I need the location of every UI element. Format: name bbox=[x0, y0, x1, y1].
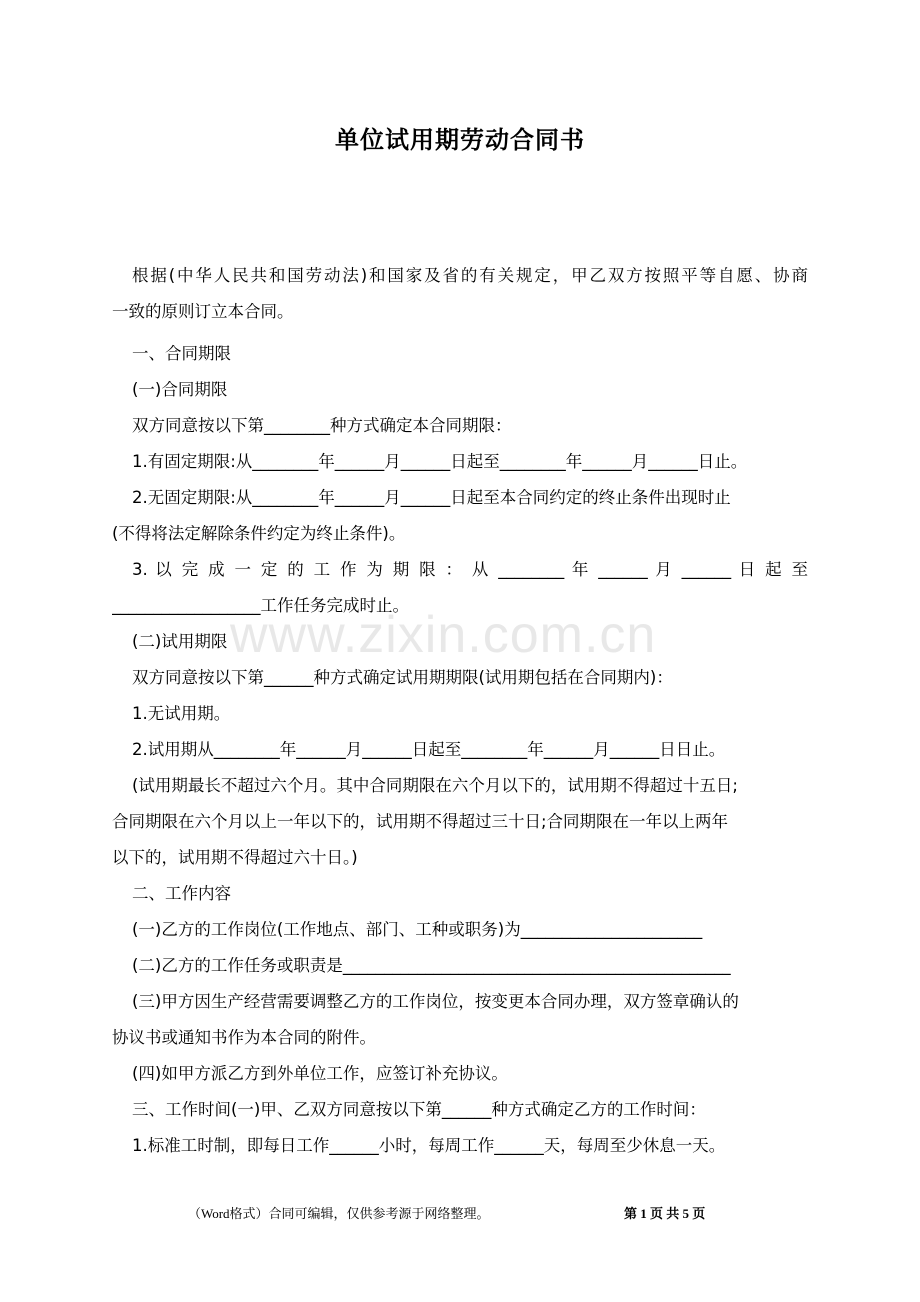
paragraph-intro-line-1: 根据(中华人民共和国劳动法)和国家及省的有关规定，甲乙双方按照平等自愿、协商 bbox=[132, 266, 808, 285]
paragraph-external-assignment: (四)如甲方派乙方到外单位工作，应签订补充协议。 bbox=[132, 1064, 508, 1083]
paragraph-probation-method: 双方同意按以下第______种方式确定试用期期限(试用期包括在合同期内)： bbox=[132, 668, 673, 687]
paragraph-intro-line-2: 一致的原则订立本合同。 bbox=[112, 302, 294, 321]
subsection-probation: (二)试用期限 bbox=[132, 632, 228, 651]
paragraph-probation-note-line-2: 合同期限在六个月以上一年以下的，试用期不得超过三十日;合同期限在一年以上两年 bbox=[112, 812, 729, 831]
paragraph-probation-note-line-1: (试用期最长不超过六个月。其中合同期限在六个月以下的，试用期不得超过十五日; bbox=[132, 776, 738, 795]
list-item-fixed-term: 1.有固定期限:从________年______月______日起至________年______月______日止。 bbox=[132, 452, 748, 471]
list-item-no-probation: 1.无试用期。 bbox=[132, 704, 231, 723]
list-item-open-term-line-2: (不得将法定解除条件约定为终止条件)。 bbox=[112, 524, 406, 543]
footer-page-number: 第 1 页 共 5 页 bbox=[624, 1206, 706, 1221]
section-heading-work-time: 三、工作时间(一)甲、乙双方同意按以下第______种方式确定乙方的工作时间： bbox=[132, 1100, 706, 1119]
paragraph-probation-note-line-3: 以下的，试用期不得超过六十日。) bbox=[112, 848, 358, 867]
section-heading-contract-term: 一、合同期限 bbox=[132, 344, 231, 363]
subsection-contract-term: (一)合同期限 bbox=[132, 380, 228, 399]
document-body bbox=[112, 258, 808, 1164]
section-heading-work-content: 二、工作内容 bbox=[132, 884, 231, 903]
paragraph-term-method: 双方同意按以下第________种方式确定本合同期限： bbox=[132, 416, 512, 435]
list-item-task-term-line-2: __________________工作任务完成时止。 bbox=[112, 596, 409, 615]
document-title: 单位试用期劳动合同书 bbox=[335, 126, 585, 154]
footer-note: （Word格式）合同可编辑，仅供参考源于网络整理。 bbox=[188, 1206, 490, 1221]
list-item-probation-period: 2.试用期从________年______月______日起至________年______月______日日止。 bbox=[132, 740, 726, 759]
list-item-open-term-line-1: 2.无固定期限:从________年______月______日起至本合同约定的终止条件出现时止 bbox=[132, 488, 731, 507]
list-item-task-term-line-1: 3. 以 完 成 一 定 的 工 作 为 期 限 ： 从 ________ 年 ______ 月 ______ 日 起 至 bbox=[132, 560, 808, 579]
paragraph-work-duties: (二)乙方的工作任务或职责是_______________________________________________ bbox=[132, 956, 731, 975]
paragraph-position-change-line-1: (三)甲方因生产经营需要调整乙方的工作岗位，按变更本合同办理，双方签章确认的 bbox=[132, 992, 739, 1011]
paragraph-work-position: (一)乙方的工作岗位(工作地点、部门、工种或职务)为______________________ bbox=[132, 920, 703, 939]
list-item-standard-hours: 1.标准工时制，即每日工作______小时，每周工作______天，每周至少休息一天。 bbox=[132, 1136, 726, 1155]
watermark: www.zixin.com.cn bbox=[230, 606, 657, 664]
paragraph-position-change-line-2: 协议书或通知书作为本合同的附件。 bbox=[112, 1028, 376, 1047]
